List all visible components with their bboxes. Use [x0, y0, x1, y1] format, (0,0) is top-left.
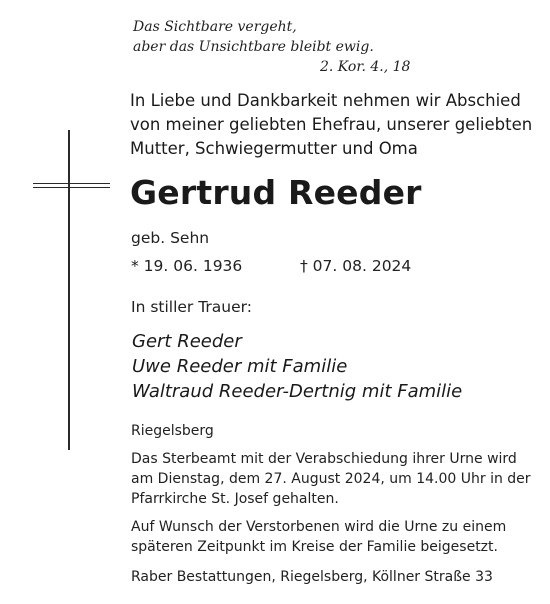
- cross-horizontal-bar: [33, 183, 110, 188]
- wish-line-2: späteren Zeitpunkt im Kreise der Familie beigesetzt.: [131, 539, 498, 555]
- service-line-1: Das Sterbeamt mit der Verabschiedung ihrer Urne wird: [131, 451, 517, 467]
- verse-line-1: Das Sichtbare vergeht,: [133, 19, 297, 35]
- service-line-3: Pfarrkirche St. Josef gehalten.: [131, 491, 339, 507]
- death-date: † 07. 08. 2024: [300, 257, 412, 275]
- service-line-2: am Dienstag, dem 27. August 2024, um 14.00 Uhr in der: [131, 471, 531, 487]
- intro-line-1: In Liebe und Dankbarkeit nehmen wir Abschied: [130, 91, 521, 110]
- mourner-3: Waltraud Reeder-Dertnig mit Familie: [132, 381, 463, 402]
- birth-name: geb. Sehn: [131, 229, 210, 247]
- mourner-2: Uwe Reeder mit Familie: [132, 356, 348, 377]
- place: Riegelsberg: [131, 423, 214, 439]
- mourning-heading: In stiller Trauer:: [131, 298, 252, 316]
- undertaker: Raber Bestattungen, Riegelsberg, Köllner Straße 33: [131, 569, 493, 585]
- birth-date: * 19. 06. 1936: [131, 257, 243, 275]
- wish-line-1: Auf Wunsch der Verstorbenen wird die Urne zu einem: [131, 519, 507, 535]
- intro-line-3: Mutter, Schwiegermutter und Oma: [130, 139, 418, 158]
- mourner-1: Gert Reeder: [132, 331, 242, 352]
- cross-vertical-bar: [68, 130, 70, 450]
- intro-line-2: von meiner geliebten Ehefrau, unserer geliebten: [130, 115, 533, 134]
- verse-line-2: aber das Unsichtbare bleibt ewig.: [133, 39, 374, 55]
- verse-reference: 2. Kor. 4., 18: [320, 59, 411, 75]
- deceased-name: Gertrud Reeder: [130, 173, 422, 212]
